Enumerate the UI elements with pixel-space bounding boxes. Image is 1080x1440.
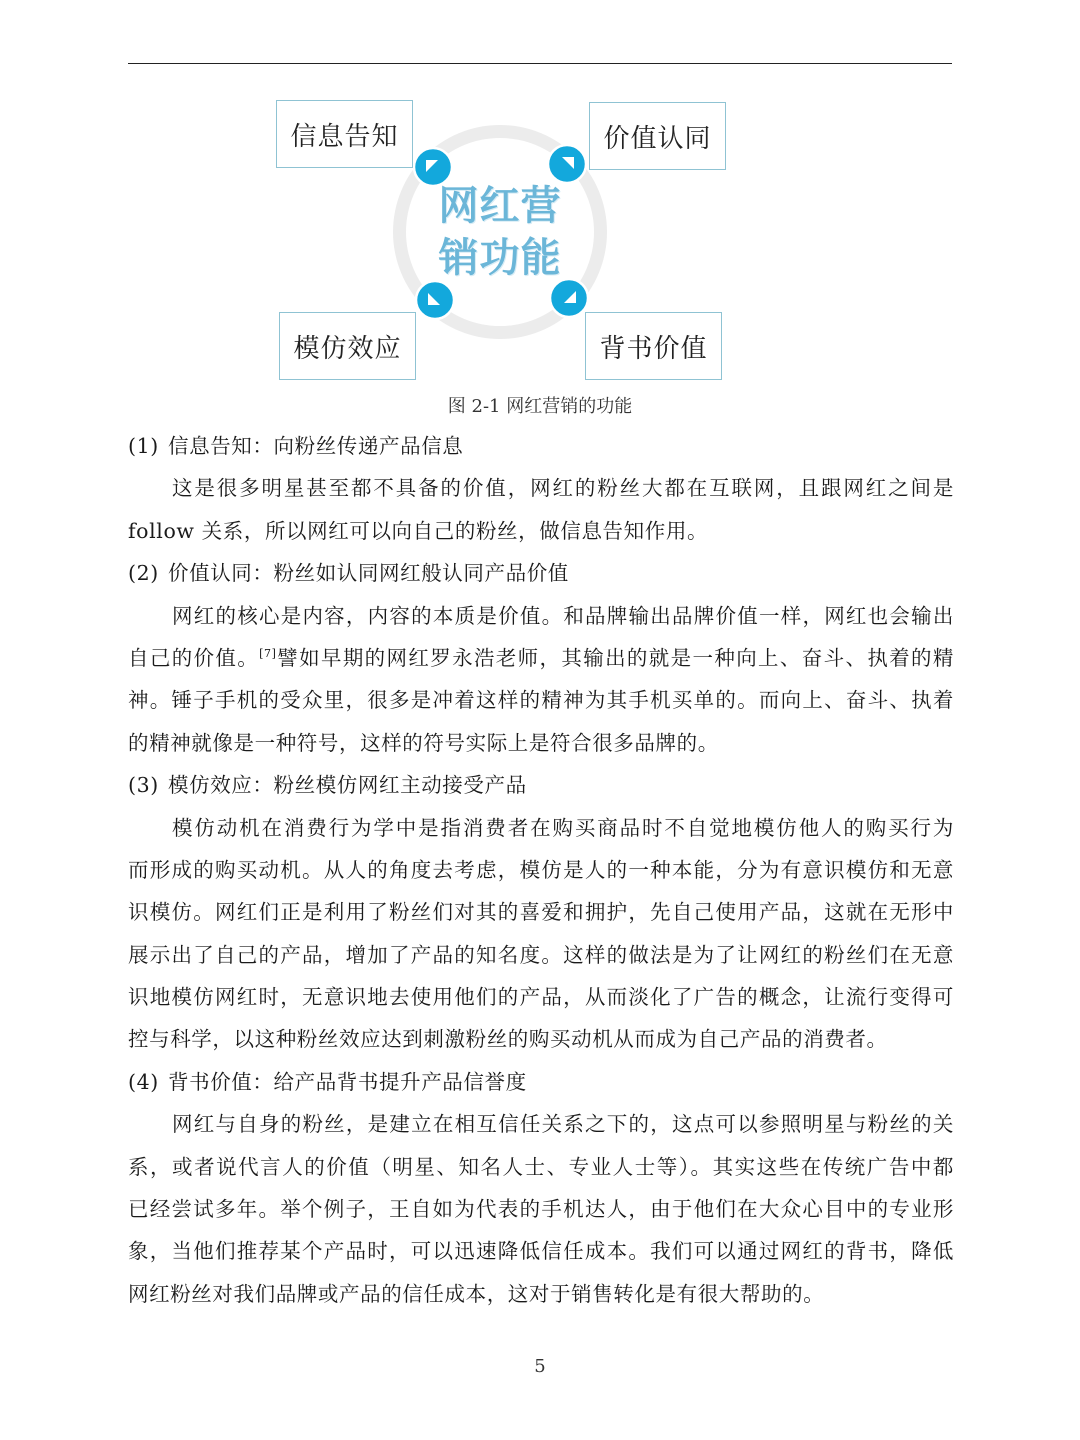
- box-imitation-effect: 模仿效应: [279, 312, 416, 380]
- section-heading: [128, 1061, 954, 1103]
- figure-center-title: [420, 180, 580, 284]
- paragraph-line: 象，当他们推荐某个产品时，可以迅速降低信任成本。我们可以通过网红的背书，降低: [128, 1239, 954, 1264]
- paragraph-line: 而形成的购买动机。从人的角度去考虑，模仿是人的一种本能，分为有意识模仿和无意: [128, 857, 954, 882]
- body-text: [128, 425, 954, 1315]
- section-heading-text: 模仿效应：粉丝模仿网红主动接受产品: [168, 773, 527, 798]
- paragraph-line: 控与科学，以这种粉丝效应达到刺激粉丝的购买动机从而成为自己产品的消费者。: [128, 1027, 888, 1052]
- page-number: 5: [534, 1356, 546, 1377]
- section-heading-text: 背书价值：给产品背书提升产品信誉度: [168, 1069, 527, 1094]
- section-heading-text: 信息告知：向粉丝传递产品信息: [168, 434, 464, 458]
- paragraph-line: [128, 637, 954, 679]
- paragraph-line: 识地模仿网红时，无意识地去使用他们的产品，从而淡化了广告的概念，让流行变得可: [128, 985, 954, 1010]
- paragraph-line: 神。锤子手机的受众里，很多是冲着这样的精神为其手机买单的。而向上、奋斗、执着: [128, 688, 954, 713]
- center-title-line1: 网红营: [438, 183, 562, 229]
- paragraph-line: 已经尝试多年。举个例子，王自如为代表的手机达人，由于他们在大众心目中的专业形: [128, 1197, 954, 1222]
- section-number: (4): [128, 1069, 159, 1094]
- center-title-line2: 销功能: [438, 235, 562, 281]
- box-value-recognition: 价值认同: [589, 102, 726, 170]
- paragraph-line: 识模仿。网红们正是利用了粉丝们对其的喜爱和拥护，先自己使用产品，这就在无形中: [128, 900, 954, 925]
- arrow-icon-bottom-left: [416, 281, 454, 319]
- box-endorsement-value: 背书价值: [585, 312, 722, 380]
- paragraph-line: 展示出了自己的产品，增加了产品的知名度。这样的做法是为了让网红的粉丝们在无意: [128, 942, 954, 967]
- section-heading: [128, 425, 954, 467]
- figure-marketing-functions: [0, 0, 1080, 420]
- paragraph-line: 网红与自身的粉丝，是建立在相互信任关系之下的，这点可以参照明星与粉丝的关: [172, 1112, 954, 1137]
- section-number: (3): [128, 773, 159, 798]
- box-info-notice: 信息告知: [276, 100, 413, 168]
- section-heading: [128, 552, 954, 594]
- paragraph-line: 网红的核心是内容，内容的本质是价值。和品牌输出品牌价值一样，网红也会输出: [172, 603, 954, 628]
- paragraph-line: 这是很多明星甚至都不具备的价值，网红的粉丝大都在互联网，且跟网红之间是: [172, 476, 954, 501]
- citation-marker: [7]: [259, 647, 277, 661]
- arrow-icon-top-right: [548, 145, 586, 183]
- paragraph-line: 的精神就像是一种符号，这样的符号实际上是符合很多品牌的。: [128, 730, 719, 755]
- paragraph-line: 网红粉丝对我们品牌或产品的信任成本，这对于销售转化是有很大帮助的。: [128, 1281, 825, 1306]
- section-heading: [128, 764, 954, 806]
- section-number: (2): [128, 561, 159, 586]
- paragraph-text: 自己的价值。: [128, 645, 260, 670]
- paragraph-line: 模仿动机在消费行为学中是指消费者在购买商品时不自觉地模仿他人的购买行为: [172, 815, 954, 840]
- section-number: (1): [128, 434, 159, 458]
- paragraph-line: follow 关系，所以网红可以向自己的粉丝，做信息告知作用。: [128, 518, 709, 543]
- section-heading-text: 价值认同：粉丝如认同网红般认同产品价值: [168, 561, 569, 586]
- figure-caption: 图 2-1 网红营销的功能: [447, 396, 633, 417]
- paragraph-text: 譬如早期的网红罗永浩老师，其输出的就是一种向上、奋斗、执着的精: [276, 645, 954, 670]
- paragraph-line: 系，或者说代言人的价值（明星、知名人士、专业人士等）。其实这些在传统广告中都: [128, 1154, 954, 1179]
- arrow-icon-bottom-right: [550, 279, 588, 317]
